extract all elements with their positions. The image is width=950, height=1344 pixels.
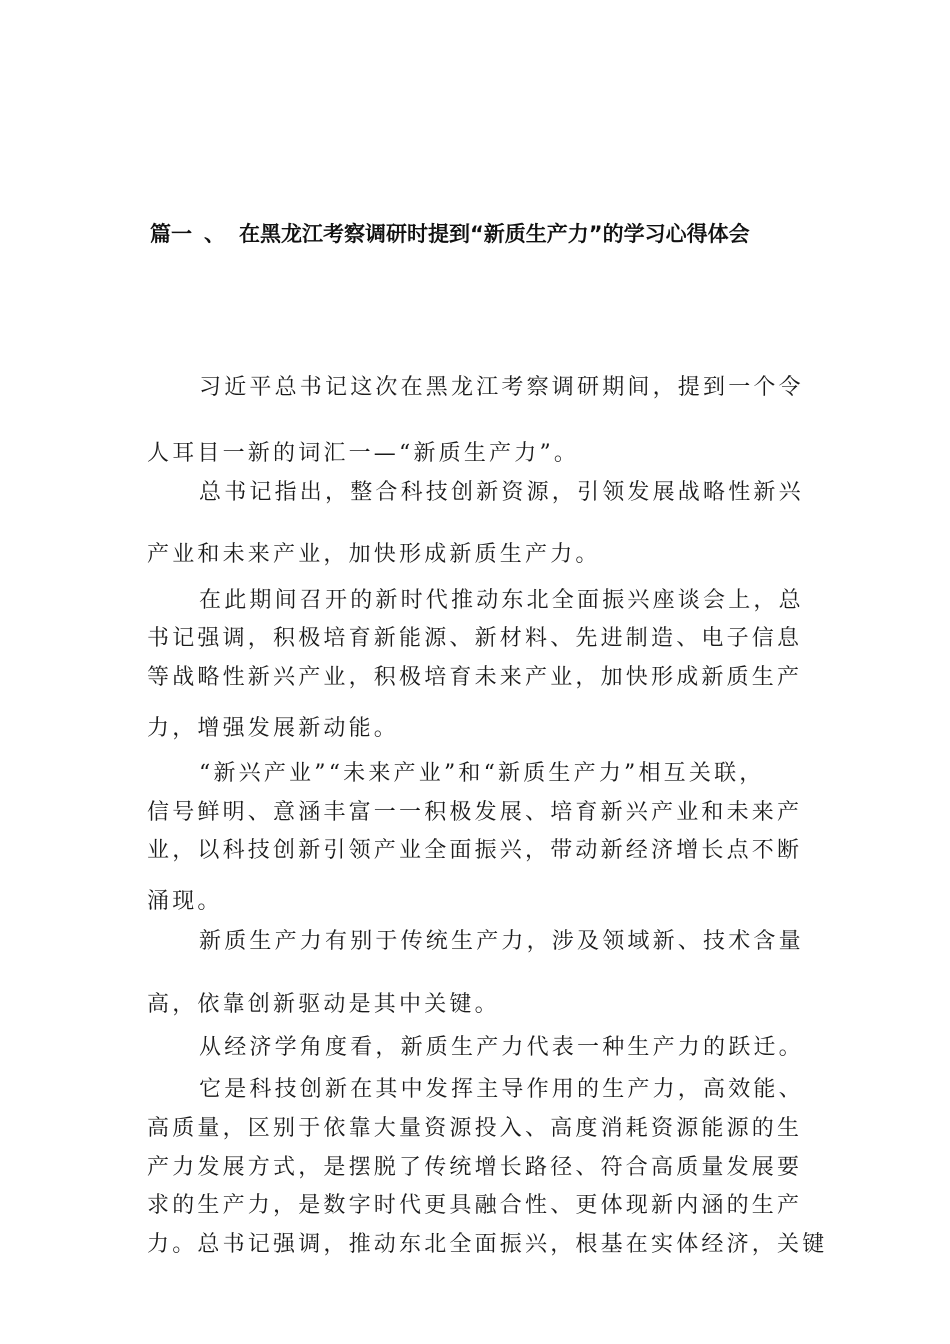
title-separator: 、	[204, 222, 225, 246]
body-line: 新质生产力有别于传统生产力，涉及领域新、技术含量	[199, 929, 804, 954]
title-text: 在黑龙江考察调研时提到“新质生产力”的学习心得体会	[239, 222, 750, 246]
body-line: 涌现。	[147, 889, 223, 914]
body-line: 在此期间召开的新时代推动东北全面振兴座谈会上，总	[199, 588, 804, 613]
body-line: 总书记指出，整合科技创新资源，引领发展战略性新兴	[199, 480, 804, 505]
title-prefix: 篇一	[150, 222, 192, 246]
body-line: 书记强调，积极培育新能源、新材料、先进制造、电子信息	[147, 626, 803, 651]
body-line: 高质量，区别于依靠大量资源投入、高度消耗资源能源的生	[147, 1116, 803, 1141]
body-line: 人耳目一新的词汇一—“新质生产力”。	[147, 441, 580, 466]
body-line: 习近平总书记这次在黑龙江考察调研期间，提到一个令	[199, 375, 804, 400]
body-line: 等战略性新兴产业，积极培育未来产业，加快形成新质生产	[147, 665, 803, 690]
body-line: 力，增强发展新动能。	[147, 716, 400, 741]
body-line: 产业和未来产业，加快形成新质生产力。	[147, 542, 601, 567]
body-line: “新兴产业”“未来产业”和“新质生产力”相互关联，	[199, 761, 765, 786]
body-line: 业，以科技创新引领产业全面振兴，带动新经济增长点不断	[147, 838, 803, 863]
body-line: 从经济学角度看，新质生产力代表一种生产力的跃迁。	[199, 1035, 804, 1060]
body-line: 产力发展方式，是摆脱了传统增长路径、符合高质量发展要	[147, 1155, 803, 1180]
body-line: 求的生产力，是数字时代更具融合性、更体现新内涵的生产	[147, 1193, 803, 1218]
body-line: 力。总书记强调，推动东北全面振兴，根基在实体经济，关键	[147, 1232, 828, 1257]
body-line: 信号鲜明、意涵丰富一一积极发展、培育新兴产业和未来产	[147, 800, 803, 825]
document-title	[150, 218, 850, 250]
body-line: 它是科技创新在其中发挥主导作用的生产力，高效能、	[199, 1077, 804, 1102]
body-line: 高，依靠创新驱动是其中关键。	[147, 992, 500, 1017]
